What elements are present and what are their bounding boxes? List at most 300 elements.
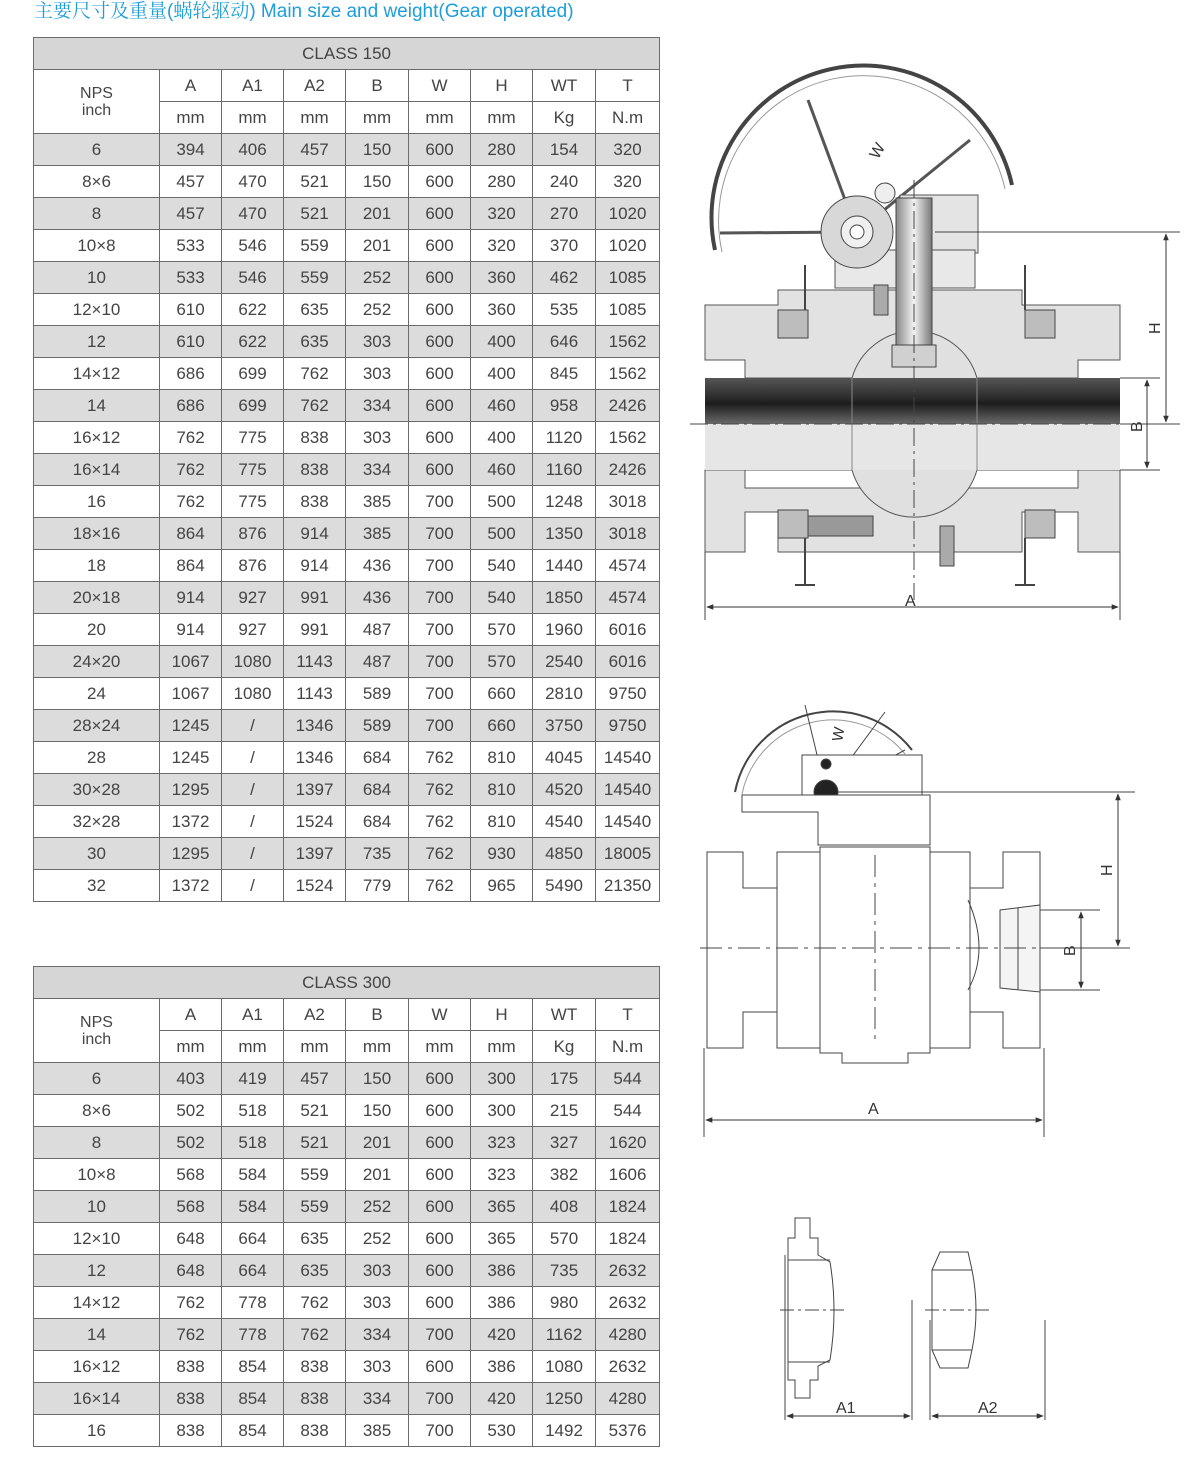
value-cell: 1067 [160, 678, 222, 710]
value-cell: 775 [222, 486, 284, 518]
value-cell: 400 [471, 358, 533, 390]
value-cell: 646 [533, 326, 596, 358]
value-cell: 4520 [533, 774, 596, 806]
value-cell: 775 [222, 454, 284, 486]
value-cell: 700 [409, 646, 471, 678]
value-cell: 854 [222, 1351, 284, 1383]
nps-cell: 6 [34, 134, 160, 166]
h-dimension-label-top: H [1147, 322, 1164, 334]
value-cell: 334 [346, 1319, 409, 1351]
value-cell: 700 [409, 550, 471, 582]
value-cell: 303 [346, 358, 409, 390]
nps-cell: 16×12 [34, 422, 160, 454]
value-cell: 1080 [533, 1351, 596, 1383]
value-cell: 201 [346, 230, 409, 262]
nps-cell: 20×18 [34, 582, 160, 614]
value-cell: 150 [346, 166, 409, 198]
column-header: T [596, 999, 660, 1031]
value-cell: 300 [471, 1095, 533, 1127]
value-cell: 600 [409, 326, 471, 358]
nps-label: NPS [80, 84, 113, 102]
value-cell: 699 [222, 358, 284, 390]
value-cell: 958 [533, 390, 596, 422]
value-cell: 1245 [160, 742, 222, 774]
value-cell: 570 [533, 1223, 596, 1255]
value-cell: 540 [471, 582, 533, 614]
value-cell: 600 [409, 230, 471, 262]
value-cell: 762 [409, 838, 471, 870]
value-cell: 252 [346, 262, 409, 294]
nps-cell: 16 [34, 486, 160, 518]
nps-cell: 16×14 [34, 454, 160, 486]
value-cell: 584 [222, 1191, 284, 1223]
value-cell: 14540 [596, 742, 660, 774]
value-cell: 876 [222, 550, 284, 582]
b-dimension-label-mid: B [1062, 945, 1079, 956]
nps-cell: 6 [34, 1063, 160, 1095]
value-cell: 838 [160, 1383, 222, 1415]
value-cell: 1143 [284, 646, 346, 678]
value-cell: 600 [409, 1287, 471, 1319]
value-cell: 600 [409, 358, 471, 390]
value-cell: 762 [284, 390, 346, 422]
value-cell: 810 [471, 806, 533, 838]
value-cell: 600 [409, 422, 471, 454]
nps-cell: 30×28 [34, 774, 160, 806]
nps-cell: 10×8 [34, 230, 160, 262]
value-cell: 546 [222, 262, 284, 294]
value-cell: 334 [346, 1383, 409, 1415]
value-cell: 700 [409, 582, 471, 614]
unit-header: mm [284, 1031, 346, 1063]
value-cell: 521 [284, 1127, 346, 1159]
end-detail-drawings [780, 1218, 1045, 1420]
nps-cell: 16×12 [34, 1351, 160, 1383]
value-cell: 1397 [284, 774, 346, 806]
unit-header: Kg [533, 1031, 596, 1063]
value-cell: 762 [284, 1287, 346, 1319]
value-cell: 382 [533, 1159, 596, 1191]
nps-label: NPS [80, 1013, 113, 1031]
nps-cell: 12 [34, 326, 160, 358]
section-view-drawing [690, 66, 1180, 620]
value-cell: 762 [160, 422, 222, 454]
nps-cell: 8 [34, 198, 160, 230]
nps-cell: 10 [34, 262, 160, 294]
value-cell: 684 [346, 774, 409, 806]
value-cell: 323 [471, 1127, 533, 1159]
value-cell: 150 [346, 1095, 409, 1127]
value-cell: 1524 [284, 870, 346, 902]
unit-header: mm [346, 1031, 409, 1063]
value-cell: 9750 [596, 710, 660, 742]
inch-label: inch [81, 101, 112, 119]
value-cell: 927 [222, 614, 284, 646]
value-cell: 570 [471, 614, 533, 646]
value-cell: 600 [409, 1159, 471, 1191]
nps-cell: 32×28 [34, 806, 160, 838]
value-cell: 700 [409, 678, 471, 710]
value-cell: 14540 [596, 774, 660, 806]
value-cell: 518 [222, 1095, 284, 1127]
value-cell: 779 [346, 870, 409, 902]
value-cell: 700 [409, 1383, 471, 1415]
value-cell: 660 [471, 710, 533, 742]
value-cell: 406 [222, 134, 284, 166]
value-cell: 420 [471, 1383, 533, 1415]
nps-cell: 14×12 [34, 358, 160, 390]
value-cell: 4850 [533, 838, 596, 870]
column-header: A1 [222, 70, 284, 102]
value-cell: 1295 [160, 838, 222, 870]
value-cell: 600 [409, 1063, 471, 1095]
value-cell: 914 [160, 614, 222, 646]
value-cell: 810 [471, 774, 533, 806]
value-cell: 1020 [596, 230, 660, 262]
value-cell: 487 [346, 614, 409, 646]
value-cell: / [222, 870, 284, 902]
value-cell: 700 [409, 518, 471, 550]
value-cell: 154 [533, 134, 596, 166]
value-cell: 1350 [533, 518, 596, 550]
value-cell: 270 [533, 198, 596, 230]
a2-dimension-label: A2 [978, 1400, 998, 1417]
value-cell: 18005 [596, 838, 660, 870]
value-cell: 762 [284, 1319, 346, 1351]
value-cell: 201 [346, 1159, 409, 1191]
value-cell: 980 [533, 1287, 596, 1319]
value-cell: 965 [471, 870, 533, 902]
value-cell: 762 [409, 870, 471, 902]
value-cell: 360 [471, 262, 533, 294]
value-cell: 914 [160, 582, 222, 614]
value-cell: 2632 [596, 1351, 660, 1383]
value-cell: 1960 [533, 614, 596, 646]
value-cell: 1250 [533, 1383, 596, 1415]
value-cell: 201 [346, 198, 409, 230]
column-header: W [409, 999, 471, 1031]
value-cell: 1085 [596, 294, 660, 326]
value-cell: 334 [346, 390, 409, 422]
value-cell: 14540 [596, 806, 660, 838]
value-cell: 1020 [596, 198, 660, 230]
page-title: 主要尺寸及重量(蜗轮驱动) Main size and weight(Gear operated) [34, 1, 574, 22]
value-cell: 991 [284, 614, 346, 646]
value-cell: 521 [284, 166, 346, 198]
column-header: A2 [284, 70, 346, 102]
value-cell: 303 [346, 1255, 409, 1287]
nps-cell: 24 [34, 678, 160, 710]
value-cell: 408 [533, 1191, 596, 1223]
value-cell: 1120 [533, 422, 596, 454]
value-cell: 762 [409, 774, 471, 806]
value-cell: 502 [160, 1095, 222, 1127]
value-cell: 600 [409, 294, 471, 326]
column-header: A [160, 999, 222, 1031]
column-header: A [160, 70, 222, 102]
value-cell: 735 [346, 838, 409, 870]
value-cell: 215 [533, 1095, 596, 1127]
value-cell: 570 [471, 646, 533, 678]
value-cell: 303 [346, 1287, 409, 1319]
value-cell: 457 [160, 198, 222, 230]
value-cell: 589 [346, 710, 409, 742]
value-cell: 1143 [284, 678, 346, 710]
value-cell: / [222, 838, 284, 870]
value-cell: 1492 [533, 1415, 596, 1447]
value-cell: 600 [409, 166, 471, 198]
value-cell: 2810 [533, 678, 596, 710]
value-cell: 838 [284, 1415, 346, 1447]
value-cell: 544 [596, 1095, 660, 1127]
value-cell: 320 [471, 230, 533, 262]
unit-header: N.m [596, 102, 660, 134]
value-cell: 568 [160, 1159, 222, 1191]
value-cell: 386 [471, 1287, 533, 1319]
value-cell: / [222, 710, 284, 742]
nps-cell: 20 [34, 614, 160, 646]
class-title: CLASS 300 [34, 967, 660, 999]
value-cell: 500 [471, 486, 533, 518]
value-cell: 1372 [160, 806, 222, 838]
value-cell: 462 [533, 262, 596, 294]
value-cell: 854 [222, 1383, 284, 1415]
value-cell: 3018 [596, 486, 660, 518]
value-cell: 762 [284, 358, 346, 390]
nps-cell: 18×16 [34, 518, 160, 550]
nps-cell: 12×10 [34, 1223, 160, 1255]
value-cell: 600 [409, 198, 471, 230]
column-header: T [596, 70, 660, 102]
column-header: H [471, 70, 533, 102]
value-cell: 400 [471, 326, 533, 358]
value-cell: 365 [471, 1191, 533, 1223]
value-cell: 762 [409, 806, 471, 838]
value-cell: 2632 [596, 1287, 660, 1319]
column-header: WT [533, 70, 596, 102]
value-cell: 1562 [596, 422, 660, 454]
unit-header: mm [471, 102, 533, 134]
value-cell: 1080 [222, 678, 284, 710]
value-cell: 635 [284, 1255, 346, 1287]
nps-cell: 12 [34, 1255, 160, 1287]
a-dimension-label-mid: A [868, 1101, 879, 1118]
value-cell: 600 [409, 1191, 471, 1223]
unit-header: mm [160, 1031, 222, 1063]
nps-cell: 32 [34, 870, 160, 902]
value-cell: 845 [533, 358, 596, 390]
value-cell: 838 [284, 1351, 346, 1383]
value-cell: 303 [346, 422, 409, 454]
value-cell: 559 [284, 1191, 346, 1223]
value-cell: 684 [346, 742, 409, 774]
value-cell: 327 [533, 1127, 596, 1159]
value-cell: 518 [222, 1127, 284, 1159]
value-cell: 568 [160, 1191, 222, 1223]
unit-header: mm [471, 1031, 533, 1063]
value-cell: 540 [471, 550, 533, 582]
unit-header: Kg [533, 102, 596, 134]
value-cell: 927 [222, 582, 284, 614]
value-cell: 280 [471, 134, 533, 166]
unit-header: mm [409, 102, 471, 134]
value-cell: 664 [222, 1223, 284, 1255]
value-cell: 470 [222, 198, 284, 230]
value-cell: 470 [222, 166, 284, 198]
value-cell: 500 [471, 518, 533, 550]
value-cell: 175 [533, 1063, 596, 1095]
nps-cell: 24×20 [34, 646, 160, 678]
value-cell: 1606 [596, 1159, 660, 1191]
value-cell: 864 [160, 550, 222, 582]
value-cell: 1160 [533, 454, 596, 486]
value-cell: 1346 [284, 710, 346, 742]
value-cell: 4045 [533, 742, 596, 774]
value-cell: 457 [284, 134, 346, 166]
nps-cell: 8 [34, 1127, 160, 1159]
value-cell: / [222, 742, 284, 774]
value-cell: 635 [284, 326, 346, 358]
w-dimension-label: W [866, 140, 890, 162]
value-cell: 589 [346, 678, 409, 710]
inch-label: inch [81, 1030, 112, 1048]
class-title: CLASS 150 [34, 38, 660, 70]
nps-cell: 14 [34, 390, 160, 422]
column-header: H [471, 999, 533, 1031]
nps-cell: 16×14 [34, 1383, 160, 1415]
value-cell: 420 [471, 1319, 533, 1351]
nps-cell: 14×12 [34, 1287, 160, 1319]
value-cell: 533 [160, 230, 222, 262]
value-cell: 521 [284, 198, 346, 230]
value-cell: 386 [471, 1255, 533, 1287]
value-cell: 600 [409, 262, 471, 294]
value-cell: 150 [346, 1063, 409, 1095]
value-cell: 600 [409, 1223, 471, 1255]
value-cell: 876 [222, 518, 284, 550]
value-cell: 150 [346, 134, 409, 166]
column-header: B [346, 999, 409, 1031]
value-cell: 1562 [596, 326, 660, 358]
value-cell: 854 [222, 1415, 284, 1447]
unit-header: mm [160, 102, 222, 134]
value-cell: / [222, 806, 284, 838]
value-cell: 6016 [596, 614, 660, 646]
value-cell: 252 [346, 1223, 409, 1255]
value-cell: 559 [284, 1159, 346, 1191]
value-cell: 600 [409, 390, 471, 422]
column-header: B [346, 70, 409, 102]
value-cell: 419 [222, 1063, 284, 1095]
value-cell: 533 [160, 262, 222, 294]
value-cell: 4574 [596, 582, 660, 614]
value-cell: 546 [222, 230, 284, 262]
nps-cell: 8×6 [34, 166, 160, 198]
value-cell: 252 [346, 1191, 409, 1223]
value-cell: 775 [222, 422, 284, 454]
value-cell: 810 [471, 742, 533, 774]
value-cell: 457 [284, 1063, 346, 1095]
value-cell: 1346 [284, 742, 346, 774]
value-cell: 201 [346, 1127, 409, 1159]
value-cell: 1440 [533, 550, 596, 582]
value-cell: 635 [284, 294, 346, 326]
value-cell: 400 [471, 422, 533, 454]
value-cell: 521 [284, 1095, 346, 1127]
unit-header: mm [222, 1031, 284, 1063]
value-cell: 700 [409, 1319, 471, 1351]
value-cell: 487 [346, 646, 409, 678]
value-cell: 762 [160, 1319, 222, 1351]
value-cell: 762 [160, 1287, 222, 1319]
value-cell: 530 [471, 1415, 533, 1447]
value-cell: 460 [471, 390, 533, 422]
value-cell: 700 [409, 1415, 471, 1447]
nps-cell: 30 [34, 838, 160, 870]
value-cell: 320 [471, 198, 533, 230]
value-cell: 1245 [160, 710, 222, 742]
value-cell: 2540 [533, 646, 596, 678]
value-cell: 1562 [596, 358, 660, 390]
value-cell: 9750 [596, 678, 660, 710]
value-cell: 700 [409, 614, 471, 646]
nps-cell: 12×10 [34, 294, 160, 326]
value-cell: / [222, 774, 284, 806]
value-cell: 386 [471, 1351, 533, 1383]
value-cell: 838 [284, 1383, 346, 1415]
a1-dimension-label: A1 [836, 1400, 856, 1417]
value-cell: 684 [346, 806, 409, 838]
value-cell: 635 [284, 1223, 346, 1255]
value-cell: 1620 [596, 1127, 660, 1159]
value-cell: 559 [284, 230, 346, 262]
nps-cell: 8×6 [34, 1095, 160, 1127]
value-cell: 457 [160, 166, 222, 198]
value-cell: 436 [346, 550, 409, 582]
value-cell: 394 [160, 134, 222, 166]
value-cell: 544 [596, 1063, 660, 1095]
column-header: A2 [284, 999, 346, 1031]
nps-cell: 28 [34, 742, 160, 774]
value-cell: 320 [596, 134, 660, 166]
value-cell: 370 [533, 230, 596, 262]
value-cell: 838 [160, 1415, 222, 1447]
value-cell: 838 [284, 486, 346, 518]
value-cell: 1295 [160, 774, 222, 806]
value-cell: 2426 [596, 454, 660, 486]
value-cell: 1248 [533, 486, 596, 518]
column-header: W [409, 70, 471, 102]
nps-cell: 18 [34, 550, 160, 582]
value-cell: 864 [160, 518, 222, 550]
b-dimension-label-top: B [1129, 421, 1146, 432]
value-cell: 584 [222, 1159, 284, 1191]
outline-view-drawing [700, 705, 1135, 1137]
value-cell: 762 [409, 742, 471, 774]
value-cell: 600 [409, 1351, 471, 1383]
value-cell: 1080 [222, 646, 284, 678]
value-cell: 838 [284, 454, 346, 486]
value-cell: 600 [409, 1127, 471, 1159]
value-cell: 3018 [596, 518, 660, 550]
value-cell: 5376 [596, 1415, 660, 1447]
value-cell: 610 [160, 294, 222, 326]
nps-cell: 28×24 [34, 710, 160, 742]
value-cell: 914 [284, 550, 346, 582]
unit-header: mm [409, 1031, 471, 1063]
value-cell: 303 [346, 1351, 409, 1383]
value-cell: 1067 [160, 646, 222, 678]
